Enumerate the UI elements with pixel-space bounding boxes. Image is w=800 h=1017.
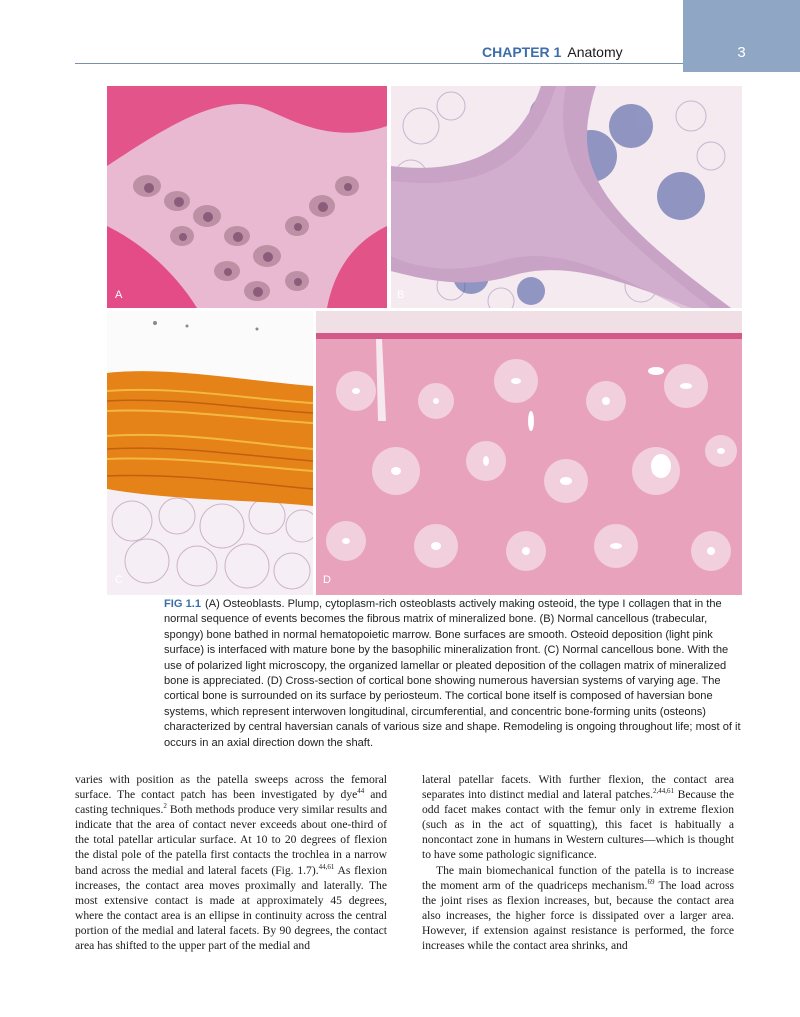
text-run: Because the odd facet makes contact with the femur only in extreme flexion (such as in the act of squatting), this facet is habitually a noncontact zone in humans in Western cultures—which is thought to have some pathologic significance.: [422, 788, 734, 862]
figure-caption-text: (A) Osteoblasts. Plump, cytoplasm-rich osteoblasts actively making osteoid, the type I collagen that in the normal sequence of events becomes the fibrous matrix of mineralized bone. (B) Normal cancellous (trabecular, spongy) bone bathed in normal hematopoietic marrow. Bone surfaces are smooth. Osteoid deposition (light pink surface) is interfaced with mature bone by the basophilic mineralization front. (C) Normal cancellous bone. With the use of polarized light microscopy, the organized lamellar or pleated deposition of the collagen matrix of mineralized bone is appreciated. (D) Cross-section of cortical bone showing numerous haversian systems of varying age. The cortical bone is surrounded on its surface by periosteum. The cortical bone itself is composed of haversian bone systems, which represent interwoven longitudinal, circumferential, and concentric bone-forming units (osteons) characterized by central haversian canals of various size and shape. Remodeling is ongoing throughout life; most of it occurs in an axial direction down the shaft.: [164, 598, 741, 749]
citation: 44: [357, 787, 365, 796]
body-column-right: [422, 772, 734, 953]
text-run: The main biomechanical function of the patella is to increase the moment arm of the quadriceps mechanism.: [422, 863, 734, 892]
figure-caption: [164, 597, 742, 751]
panel-label-b: B: [397, 289, 405, 301]
cancellous-bone-micrograph-icon: [391, 86, 742, 308]
text-run: and casting techniques.: [75, 788, 387, 817]
panel-label-a: A: [115, 289, 123, 301]
text-run: The load across the joint rises as flexion increases, but, because the contact area also increases, the higher force is dissipated over a larger area. However, if extension against resistance is performed, the force increases while the contact area shrinks, and: [422, 878, 734, 953]
chapter-label: CHAPTER 1: [482, 44, 562, 60]
text-run: As flexion increases, the contact area moves proximally and laterally. The most extensive contact is made at approximately 45 degrees, where the contact area is an ellipse in continuity across the central portion of the medial and lateral facets. By 90 degrees, the contact area has shifted to the upper part of the medial and: [75, 863, 387, 953]
body-column-left: [75, 772, 387, 953]
figure-panel-d: [316, 311, 742, 595]
citation: 69: [647, 877, 655, 886]
figure-panel-c: [107, 311, 313, 595]
chapter-title: Anatomy: [567, 44, 623, 60]
osteoblasts-micrograph-icon: [107, 86, 387, 308]
paragraph: [422, 772, 734, 863]
panel-label-d: D: [323, 574, 331, 586]
cortical-bone-micrograph-icon: [316, 311, 742, 595]
header-rule: [75, 63, 683, 64]
text-run: lateral patellar facets. With further flexion, the contact area separates into distinct medial and lateral patches.: [422, 773, 734, 802]
citation: 2,44,61: [653, 787, 675, 796]
polarized-bone-micrograph-icon: [107, 311, 313, 595]
paragraph: [422, 863, 734, 954]
running-header: [482, 44, 623, 60]
figure-panel-a: [107, 86, 387, 308]
panel-label-c: C: [115, 574, 123, 586]
citation: 2: [163, 802, 167, 811]
figure-caption-label: FIG 1.1: [164, 598, 201, 610]
text-run: varies with position as the patella sweeps across the femoral surface. The contact patch has been investigated by dye: [75, 773, 387, 802]
text-run: Both methods produce very similar results and indicate that the area of contact never exceeds about one-third of the total patellar articular surface. At 10 to 20 degrees of flexion the distal pole of the patella first contacts the trochlea in a narrow band across the medial and lateral facets (Fig. 1.7).: [75, 803, 387, 877]
page-number: 3: [737, 44, 746, 61]
page-tab: [683, 0, 800, 72]
figure-panel-b: [391, 86, 742, 308]
citation: 44,61: [318, 862, 335, 871]
paragraph: [75, 772, 387, 953]
